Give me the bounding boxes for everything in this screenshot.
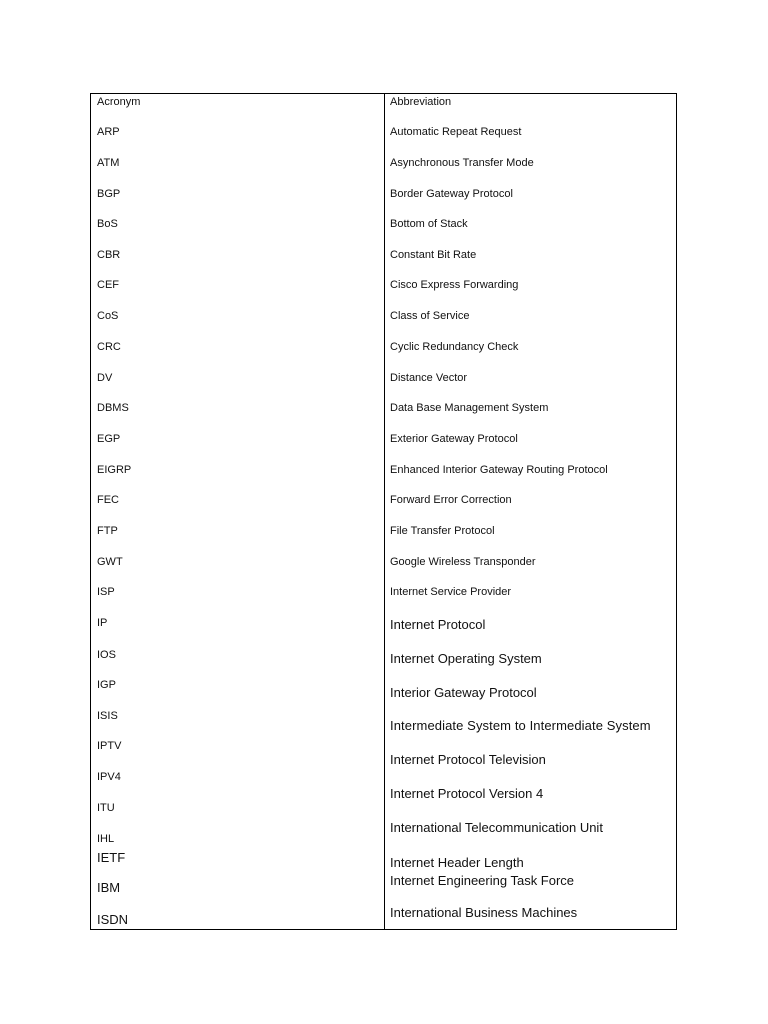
abbreviation-cell: Internet Engineering Task Force <box>390 873 575 888</box>
acronym-cell: BGP <box>97 188 121 200</box>
acronym-cell: ISP <box>97 586 115 598</box>
acronym-cell: CEF <box>97 279 119 291</box>
acronym-cell: CoS <box>97 310 119 322</box>
acronym-cell: IOS <box>97 649 116 661</box>
abbreviation-cell: Internet Operating System <box>390 651 542 666</box>
abbreviation-cell: International Telecommunication Unit <box>390 820 603 835</box>
acronym-cell: CBR <box>97 249 121 261</box>
acronym-cell: DBMS <box>97 402 129 414</box>
abbreviation-cell: File Transfer Protocol <box>390 525 495 537</box>
abbreviation-cell: Internet Protocol Television <box>390 752 546 767</box>
acronym-cell: ATM <box>97 157 120 169</box>
abbreviation-cell: Google Wireless Transponder <box>390 556 536 568</box>
abbreviation-cell: Class of Service <box>390 310 470 322</box>
abbreviation-cell: Cisco Express Forwarding <box>390 279 519 291</box>
acronym-cell: IPV4 <box>97 771 121 783</box>
abbreviation-cell: Asynchronous Transfer Mode <box>390 157 534 169</box>
acronym-cell: IHL <box>97 833 115 845</box>
acronym-table <box>90 93 677 930</box>
acronym-cell: EGP <box>97 433 121 445</box>
abbreviation-cell: Interior Gateway Protocol <box>390 685 537 700</box>
abbreviation-cell: Constant Bit Rate <box>390 249 477 261</box>
abbreviation-cell: Cyclic Redundancy Check <box>390 341 519 353</box>
acronym-cell: IPTV <box>97 740 122 752</box>
acronym-cell: ARP <box>97 126 120 138</box>
abbreviation-cell: Internet Protocol Version 4 <box>390 786 544 801</box>
abbreviation-cell: International Business Machines <box>390 905 578 920</box>
acronym-cell: DV <box>97 372 113 384</box>
acronym-cell: BoS <box>97 218 118 230</box>
acronym-cell: GWT <box>97 556 123 568</box>
acronym-cell: ISDN <box>97 912 129 927</box>
abbreviation-cell: Internet Header Length <box>390 855 524 870</box>
acronym-cell: IGP <box>97 679 116 691</box>
abbreviation-cell: Distance Vector <box>390 372 468 384</box>
acronym-cell: EIGRP <box>97 464 132 476</box>
abbreviation-cell: Enhanced Interior Gateway Routing Protocol <box>390 464 608 476</box>
acronym-cell: ISIS <box>97 710 118 722</box>
abbreviation-cell: Border Gateway Protocol <box>390 188 513 200</box>
abbreviation-cell: Forward Error Correction <box>390 494 512 506</box>
column-divider <box>384 94 385 929</box>
acronym-cell: IP <box>97 617 108 629</box>
abbreviation-cell: Automatic Repeat Request <box>390 126 522 138</box>
abbreviation-cell: Internet Service Provider <box>390 586 512 598</box>
abbreviation-cell: Exterior Gateway Protocol <box>390 433 518 445</box>
abbreviation-cell: Bottom of Stack <box>390 218 468 230</box>
acronym-cell: IBM <box>97 880 121 895</box>
acronym-cell: FTP <box>97 525 118 537</box>
abbreviation-cell: Data Base Management System <box>390 402 549 414</box>
acronym-cell: CRC <box>97 341 121 353</box>
acronym-cell: FEC <box>97 494 119 506</box>
column-header-acronym: Acronym <box>97 96 141 108</box>
abbreviation-cell: Intermediate System to Intermediate System <box>390 718 651 733</box>
abbreviation-cell: Internet Protocol <box>390 617 486 632</box>
column-header-abbreviation: Abbreviation <box>390 96 452 108</box>
acronym-cell: IETF <box>97 850 126 865</box>
acronym-cell: ITU <box>97 802 115 814</box>
